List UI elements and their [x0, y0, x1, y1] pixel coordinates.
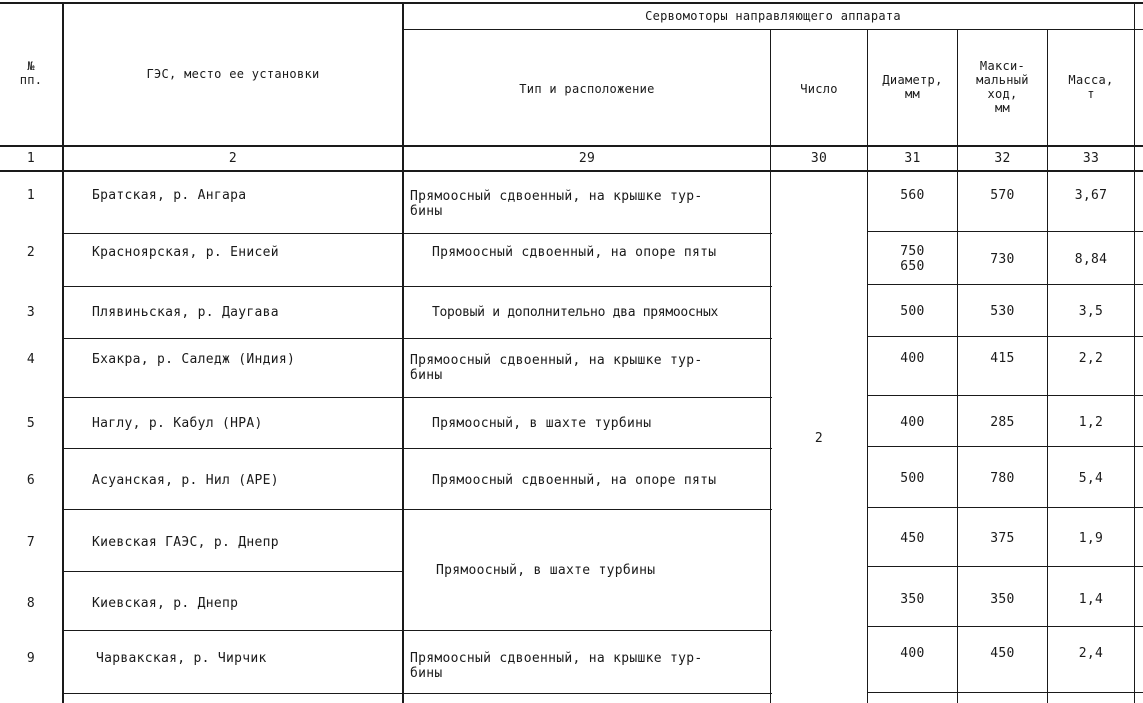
row-rule — [868, 626, 1143, 627]
row-number: 5 — [26, 416, 36, 431]
row-number: 2 — [26, 245, 36, 260]
column-number: 29 — [578, 151, 596, 166]
station-name: Красноярская, р. Енисей — [92, 245, 279, 260]
row-rule — [868, 284, 1143, 285]
stroke-value: 570 — [990, 188, 1015, 203]
mass-value: 2,2 — [1078, 351, 1104, 366]
servomotor-type: Прямоосный сдвоенный, на крышке тур- бины — [410, 651, 703, 681]
station-name: Киевская ГАЭС, р. Днепр — [92, 535, 279, 550]
row-rule — [868, 231, 1143, 232]
row-rule — [868, 692, 1143, 693]
station-name: Чарвакская, р. Чирчик — [96, 651, 267, 666]
mass-value: 8,84 — [1074, 252, 1108, 267]
row-number: 3 — [26, 305, 36, 320]
row-rule — [403, 338, 772, 339]
row-rule — [63, 509, 403, 510]
row-rule — [403, 233, 772, 234]
column-number: 31 — [904, 151, 921, 166]
header-type: Тип и расположение — [519, 82, 655, 96]
stroke-value: 285 — [990, 415, 1015, 430]
row-rule — [63, 338, 403, 339]
rule-header-bottom — [0, 145, 1143, 147]
row-rule — [63, 397, 403, 398]
servomotor-type: Прямоосный сдвоенный, на опоре пяты — [432, 473, 717, 488]
row-rule — [868, 507, 1143, 508]
station-name: Бхакра, р. Сaледж (Индия) — [92, 352, 296, 367]
row-rule — [403, 286, 772, 287]
station-name: Братская, р. Ангара — [92, 188, 247, 203]
station-name: Наглу, р. Кабул (НРА) — [92, 416, 263, 431]
mass-value: 2,4 — [1078, 646, 1104, 661]
row-rule — [403, 630, 772, 631]
column-number: 1 — [26, 151, 36, 166]
row-number: 4 — [26, 352, 36, 367]
col-rule — [770, 30, 771, 703]
header-station: ГЭС, место ее установки — [146, 67, 320, 81]
rule-colnum-bottom — [0, 170, 1143, 172]
servomotor-type-merged: Прямоосный, в шахте турбины — [436, 563, 656, 578]
row-rule — [63, 233, 403, 234]
column-number: 33 — [1082, 151, 1100, 166]
stroke-value: 375 — [990, 531, 1015, 546]
stroke-value: 350 — [990, 592, 1015, 607]
header-stroke: Макси- мальный ход, мм — [976, 59, 1029, 115]
diameter-value: 400 — [900, 646, 925, 661]
stroke-value: 730 — [990, 252, 1015, 267]
row-rule — [403, 509, 772, 510]
servomotor-count: 2 — [814, 431, 824, 446]
diameter-value: 560 — [900, 188, 925, 203]
row-number: 8 — [26, 596, 36, 611]
header-group-title: Сервомоторы направляющего аппарата — [645, 9, 901, 23]
mass-value: 1,9 — [1078, 531, 1104, 546]
servomotor-type: Прямоосный сдвоенный, на крышке тур- бины — [410, 353, 703, 383]
row-rule — [868, 395, 1143, 396]
col-rule — [62, 2, 64, 703]
diameter-value: 400 — [900, 415, 925, 430]
col-rule — [1134, 2, 1135, 703]
diameter-value: 500 — [900, 471, 925, 486]
header-mass: Масса, т — [1068, 73, 1114, 101]
row-number: 6 — [26, 473, 36, 488]
servomotor-type: Прямоосный, в шахте турбины — [432, 416, 652, 431]
header-count: Число — [800, 82, 838, 96]
stroke-value: 415 — [990, 351, 1015, 366]
stroke-value: 530 — [990, 304, 1015, 319]
row-rule — [63, 571, 403, 572]
mass-value: 3,67 — [1074, 188, 1108, 203]
row-rule — [63, 630, 403, 631]
servomotor-type: Торовый и дополнительно два прямоосных — [432, 305, 719, 320]
mass-value: 5,4 — [1078, 471, 1104, 486]
station-name: Киевская, р. Днепр — [92, 596, 239, 611]
mass-value: 1,2 — [1078, 415, 1104, 430]
stroke-value: 450 — [990, 646, 1015, 661]
row-rule — [63, 286, 403, 287]
column-number: 32 — [994, 151, 1011, 166]
row-rule — [63, 448, 403, 449]
diameter-value: 350 — [900, 592, 925, 607]
col-rule — [402, 2, 404, 703]
column-number: 30 — [810, 151, 828, 166]
station-name: Асуанская, р. Нил (АРЕ) — [92, 473, 279, 488]
diameter-value: 450 — [900, 531, 925, 546]
stroke-value: 780 — [990, 471, 1015, 486]
row-number: 7 — [26, 535, 36, 550]
servomotor-type: Прямоосный сдвоенный, на опоре пяты — [432, 245, 717, 260]
row-rule — [403, 448, 772, 449]
station-name: Плявиньская, р. Даугава — [92, 305, 279, 320]
row-rule — [403, 693, 772, 694]
row-rule — [868, 446, 1143, 447]
row-number: 9 — [26, 651, 36, 666]
servomotor-type: Прямоосный сдвоенный, на крышке тур- бины — [410, 189, 703, 219]
diameter-value: 750 650 — [900, 244, 925, 274]
mass-value: 1,4 — [1078, 592, 1104, 607]
row-rule — [63, 693, 403, 694]
header-number: № пп. — [19, 59, 43, 87]
diameter-value: 400 — [900, 351, 925, 366]
row-rule — [868, 336, 1143, 337]
row-rule — [403, 397, 772, 398]
header-diameter: Диаметр, мм — [882, 73, 943, 101]
row-rule — [868, 566, 1143, 567]
diameter-value: 500 — [900, 304, 925, 319]
mass-value: 3,5 — [1078, 304, 1104, 319]
rule-group-header — [403, 29, 1143, 30]
rule-top — [0, 2, 1143, 4]
row-number: 1 — [26, 188, 36, 203]
column-number: 2 — [228, 151, 238, 166]
